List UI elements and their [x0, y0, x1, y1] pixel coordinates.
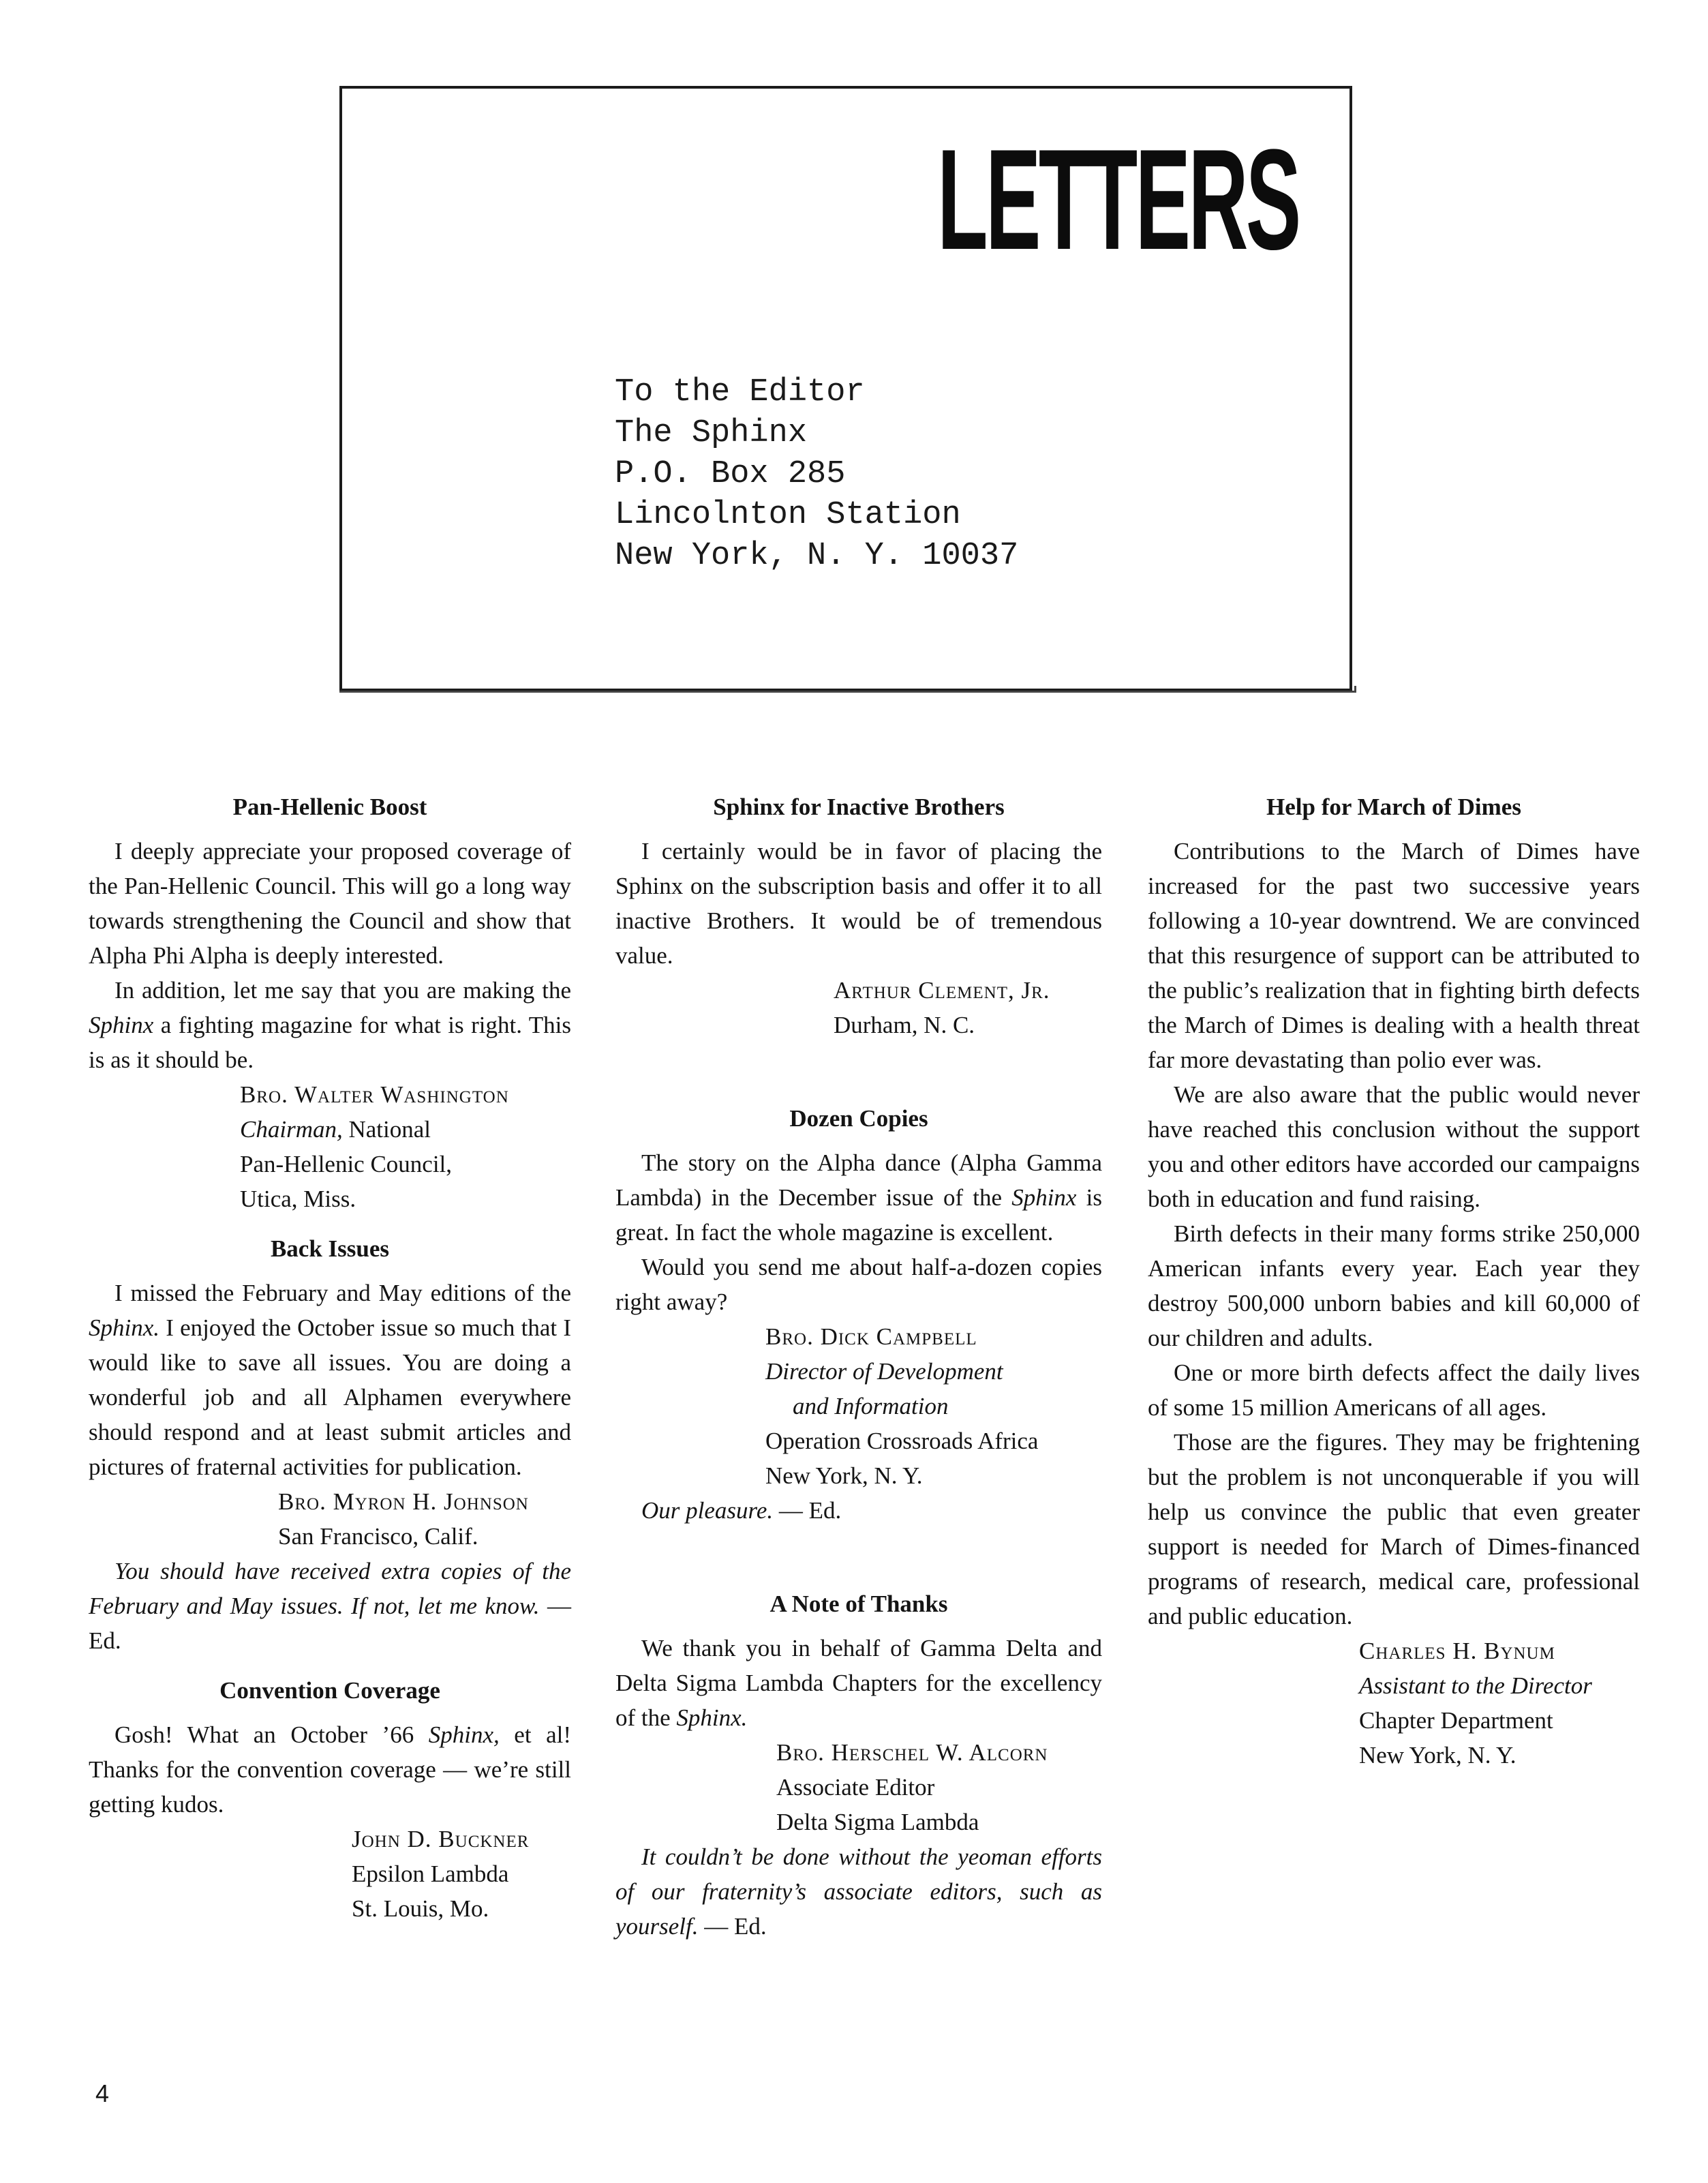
letter-paragraph: We thank you in behalf of Gamma Delta and Delta Sigma Lambda Chapters for the excellency of the Sphinx. — [615, 1635, 1102, 1731]
address-line: The Sphinx — [615, 415, 808, 451]
column-left — [89, 789, 571, 1926]
letter-paragraph: Contributions to the March of Dimes have increased for the past two successive years following a 10-year downtrend. We are convinced that this resurgence of support can be attributed to the public’s realization that in fighting birth defects the March of Dimes is dealing with a health threat far more devastating than polio ever was. — [1148, 838, 1640, 1073]
letter-heading: A Note of Thanks — [769, 1591, 948, 1617]
letter-heading: Sphinx for Inactive Brothers — [713, 794, 1005, 820]
letter-signature: Charles H. Bynum Assistant to the Director Chapter Department New York, N. Y. — [1359, 1638, 1592, 1768]
address-line: Lincolnton Station — [615, 497, 961, 533]
letter-paragraph: I certainly would be in favor of placing the Sphinx on the subscription basis and offer it to all inactive Brothers. It would be of tremendous value. — [615, 838, 1102, 969]
letter-paragraph: Would you send me about half-a-dozen copies right away? — [615, 1254, 1102, 1315]
letter-paragraph: Birth defects in their many forms strike 250,000 American infants every year. Each year they destroy 500,000 unborn babies and kill 60,000 of our children and adults. — [1148, 1220, 1640, 1351]
page-number: 4 — [95, 2079, 110, 2107]
letter-heading: Back Issues — [270, 1235, 390, 1262]
letter-signature: Bro. Herschel W. Alcorn Associate Editor Delta Sigma Lambda — [776, 1739, 1048, 1835]
column-middle — [615, 789, 1102, 1944]
editor-note: You should have received extra copies of the February and May issues. If not, let me know. — Ed. — [89, 1558, 571, 1654]
letter-paragraph: The story on the Alpha dance (Alpha Gamma Lambda) in the December issue of the Sphinx is great. In fact the whole magazine is excellent. — [615, 1149, 1102, 1246]
editor-note: Our pleasure. — Ed. — [641, 1497, 842, 1524]
envelope-shadow — [339, 686, 1356, 693]
letter-paragraph: Those are the figures. They may be frightening but the problem is not unconquerable if you will help us convince the public that even greater support is needed for March of Dimes-financed programs of research, medical care, professional and public education. — [1148, 1429, 1640, 1629]
letter-paragraph: We are also aware that the public would never have reached this conclusion without the support you and other editors have accorded our campaigns both in education and fund raising. — [1148, 1081, 1640, 1212]
letter-signature: John D. Buckner Epsilon Lambda St. Louis, Mo. — [352, 1826, 530, 1922]
editor-note: It couldn’t be done without the yeoman efforts of our fraternity’s associate editors, such as yourself. — Ed. — [615, 1843, 1102, 1940]
letter-heading: Convention Coverage — [219, 1677, 440, 1704]
letter-heading: Pan-Hellenic Boost — [232, 794, 427, 820]
letter-paragraph: One or more birth defects affect the daily lives of some 15 million Americans of all ages. — [1148, 1359, 1640, 1421]
editor-address — [615, 372, 1018, 577]
letter-heading: Dozen Copies — [789, 1105, 928, 1132]
column-right — [1148, 789, 1640, 1773]
letter-signature: Bro. Dick Campbell Director of Development and Information Operation Crossroads Africa New York, N. Y. — [765, 1323, 1039, 1489]
page-title: LETTERS — [937, 119, 1299, 280]
letter-paragraph: I missed the February and May editions of the Sphinx. I enjoyed the October issue so much that I would like to save all issues. You are doing a wonderful job and all Alphamen everywhere should respond and at least submit articles and pictures of fraternal activities for publication. — [89, 1280, 571, 1480]
letter-heading: Help for March of Dimes — [1266, 794, 1521, 820]
letter-signature: Bro. Walter Washington Chairman, National Pan-Hellenic Council, Utica, Miss. — [240, 1081, 509, 1212]
letter-signature: Bro. Myron H. Johnson San Francisco, Calif. — [278, 1488, 529, 1550]
letter-paragraph: In addition, let me say that you are making the Sphinx a fighting magazine for what is right. This is as it should be. — [89, 977, 571, 1073]
envelope-box — [339, 86, 1352, 691]
address-line: New York, N. Y. 10037 — [615, 538, 1019, 574]
address-line: P.O. Box 285 — [615, 456, 846, 492]
letter-signature: Arthur Clement, Jr. Durham, N. C. — [834, 977, 1050, 1038]
letter-paragraph: Gosh! What an October ’66 Sphinx, et al! Thanks for the convention coverage — we’re still getting kudos. — [89, 1721, 571, 1818]
address-line: To the Editor — [615, 374, 865, 410]
letter-paragraph: I deeply appreciate your proposed coverage of the Pan-Hellenic Council. This will go a long way towards strengthening the Council and show that Alpha Phi Alpha is deeply interested. — [89, 838, 571, 969]
